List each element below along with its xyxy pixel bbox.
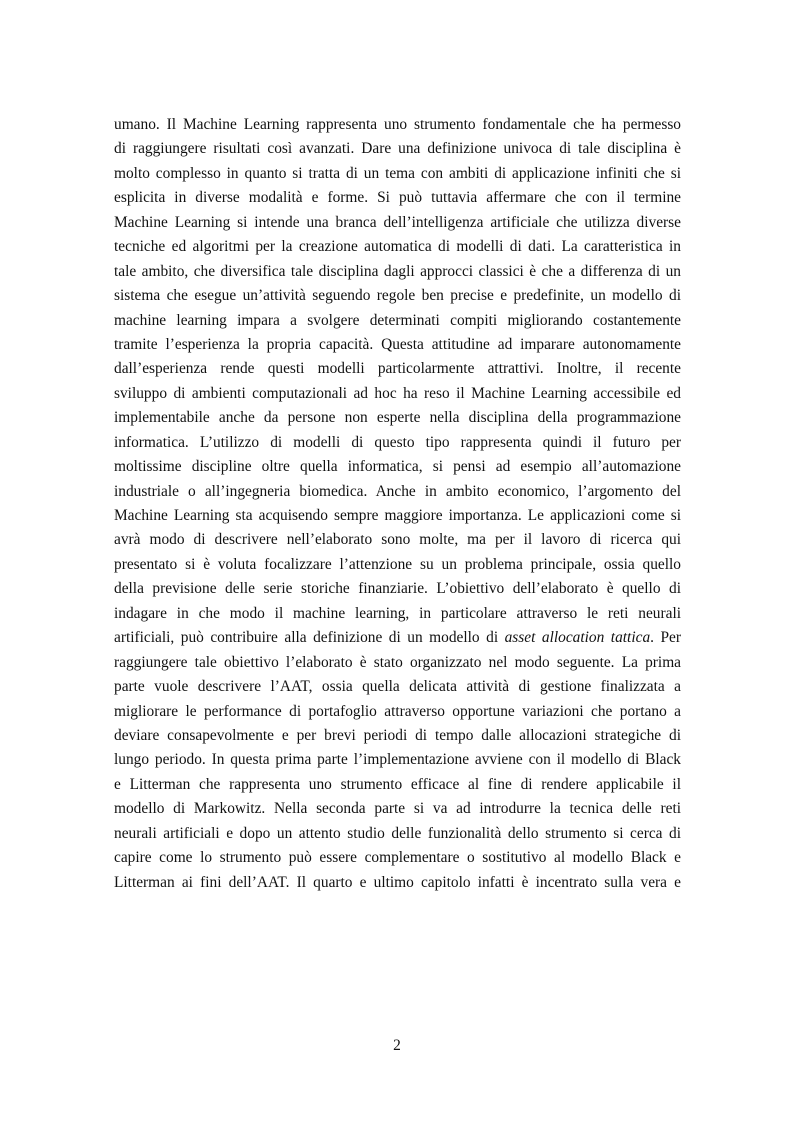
text-line-9: machine learning impara a svolgere determinati compiti migliorando costantemente	[114, 311, 681, 329]
text-line-22-end: . Per	[650, 629, 682, 647]
body-text	[114, 113, 681, 895]
text-line-1: umano. Il Machine Learning rappresenta uno strumento fondamentale che ha permesso	[114, 116, 681, 133]
text-line-7: tale ambito, che diversifica tale disciplina dagli approcci classici è che a differenza di un	[114, 262, 681, 280]
text-line-31: capire come lo strumento può essere complementare o sostitutivo al modello Black e	[114, 849, 681, 867]
text-line-25: migliorare le performance di portafoglio attraverso opportune variazioni che portano a	[114, 702, 681, 720]
text-line-22-start: artificiali, può contribuire alla definizione di un modello di	[114, 629, 505, 647]
text-line-19: presentato si è voluta focalizzare l’attenzione su un problema principale, ossia quello	[114, 555, 681, 573]
text-line-20: della previsione delle serie storiche finanziarie. L’obiettivo dell’elaborato è quello di	[114, 580, 681, 598]
text-line-10: tramite l’esperienza la propria capacità. Questa attitudine ad imparare autonomamente	[114, 335, 681, 353]
text-line-27: lungo periodo. In questa prima parte l’implementazione avviene con il modello di Black	[114, 751, 681, 769]
text-line-21: indagare in che modo il machine learning, in particolare attraverso le reti neurali	[114, 604, 681, 622]
text-line-22	[114, 626, 681, 650]
text-line-32: Litterman ai fini dell’AAT. Il quarto e ultimo capitolo infatti è incentrato sulla vera e	[114, 873, 681, 891]
text-line-30: neurali artificiali e dopo un attento studio delle funzionalità dello strumento si cerca di	[114, 824, 681, 842]
text-line-18: avrà modo di descrivere nell’elaborato sono molte, ma per il lavoro di ricerca qui	[114, 531, 681, 549]
page-number: 2	[393, 1037, 401, 1054]
text-line-16: industriale o all’ingegneria biomedica. Anche in ambito economico, l’argomento del	[114, 482, 681, 500]
text-line-5: Machine Learning si intende una branca dell’intelligenza artificiale che utilizza diverse	[114, 213, 681, 231]
text-line-3: molto complesso in quanto si tratta di un tema con ambiti di applicazione infiniti che si	[114, 164, 681, 182]
text-line-29: modello di Markowitz. Nella seconda parte si va ad introdurre la tecnica delle reti	[114, 800, 681, 818]
text-line-24: parte vuole descrivere l’AAT, ossia quella delicata attività di gestione finalizzata a	[114, 678, 681, 696]
text-line-14: informatica. L’utilizzo di modelli di questo tipo rappresenta quindi il futuro per	[114, 433, 681, 451]
text-line-6: tecniche ed algoritmi per la creazione automatica di modelli di dati. La caratteristica in	[114, 238, 681, 256]
text-line-11: dall’esperienza rende questi modelli particolarmente attrattivi. Inoltre, il recente	[114, 360, 681, 378]
text-line-12: sviluppo di ambienti computazionali ad hoc ha reso il Machine Learning accessibile ed	[114, 384, 681, 402]
text-line-8: sistema che esegue un’attività seguendo regole ben precise e predefinite, un modello di	[114, 287, 681, 305]
text-line-23: raggiungere tale obiettivo l’elaborato è stato organizzato nel modo seguente. La prima	[114, 653, 681, 671]
text-line-4: esplicita in diverse modalità e forme. Si può tuttavia affermare che con il termine	[114, 189, 681, 207]
text-line-26: deviare consapevolmente e per brevi periodi di tempo dalle allocazioni strategiche di	[114, 726, 681, 744]
text-line-15: moltissime discipline oltre quella informatica, si pensi ad esempio all’automazione	[114, 458, 681, 476]
text-line-28: e Litterman che rappresenta uno strumento efficace al fine di rendere applicabile il	[114, 775, 681, 793]
text-line-13: implementabile anche da persone non esperte nella disciplina della programmazione	[114, 409, 681, 427]
text-line-2: di raggiungere risultati così avanzati. Dare una definizione univoca di tale disciplina è	[114, 140, 681, 158]
text-line-17: Machine Learning sta acquisendo sempre maggiore importanza. Le applicazioni come si	[114, 507, 681, 524]
italic-term-asset-allocation: asset allocation tattica	[504, 629, 651, 647]
